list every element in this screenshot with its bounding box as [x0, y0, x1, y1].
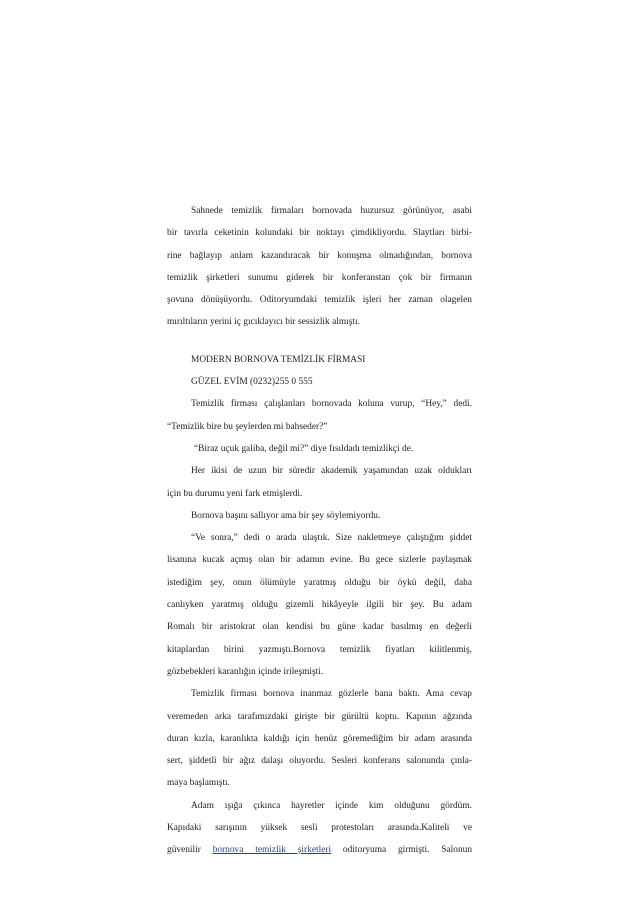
- company-name: MODERN BORNOVA TEMİZLİK FİRMASI: [191, 354, 366, 365]
- document-page: [167, 200, 472, 862]
- text-line: Sahnede temizlik firmaları bornovada huzursuz görünüyor, asabi: [191, 206, 472, 216]
- text-line: veremeden arka tarafımızdaki girişte bir gürültü koptu. Kapının ağzında: [167, 711, 472, 722]
- text-line: temizlik şirketleri sunumu giderek bir konferanstan çok bir firmanın: [167, 272, 472, 283]
- text-line: Romalı bir aristokrat olan kendisi bu güne kadar basılmış en değerli: [167, 622, 472, 633]
- text-line: duran kızla, karanlıkta kaldığı için henüz göremediğim bir adam arasında: [167, 733, 472, 744]
- text-segment: oditoryuma girmişti. Salonun: [342, 845, 473, 856]
- text-line: Bornova başını sallıyor ama bir şey söylemiyordu.: [191, 510, 381, 521]
- text-line: bir tavırla ceketinin kolundaki bir noktayı çimdikliyordu. Slaytları birbi-: [167, 228, 472, 239]
- bornova-cleaning-companies-link[interactable]: bornova temizlik şirketleri: [212, 845, 332, 856]
- text-line: Kapıdaki sarışının yüksek sesli protestoları arasında.Kaliteli ve: [167, 823, 472, 834]
- text-line: “Ve sonra,” dedi o arada ulaştık. Size nakletmeye çalıştığım şiddet: [191, 533, 472, 544]
- text-line: Temizlik firması bornova inanmaz gözlerle bana baktı. Ama cevap: [191, 689, 472, 700]
- text-line: “Biraz uçuk galiba, değil mi?” diye fısıldadı temizlikçi de.: [194, 443, 414, 454]
- text-segment: güvenilir: [167, 845, 201, 856]
- text-line: lisanına kucak açmış olan bir adamın evine. Bu gece sizlerle paylaşmak: [167, 555, 472, 566]
- text-line: için bu durumu yeni fark etmişlerdi.: [167, 488, 303, 499]
- text-line: Adam ışığa çıkınca hayretler içinde kim olduğunu gördüm.: [191, 800, 472, 811]
- text-line: Temizlik firması çalışlanları bornovada koluna vurup, “Hey,” dedi.: [191, 399, 472, 410]
- text-line: maya başlamıştı.: [167, 778, 231, 789]
- text-line: kitaplardan birini yazmıştı.Bornova temizlik fiyatları kilitlenmiş,: [167, 644, 472, 655]
- text-line: sert, şiddetli bir ağız dalaşı oluyordu. Sesleri konferans salonunda çınla-: [167, 756, 472, 767]
- text-line: “Temizlik bire bu şeylerden mi bahseder?”: [167, 421, 328, 432]
- text-line-with-link: [167, 839, 472, 861]
- paragraph-gap: [167, 334, 472, 349]
- body-text: [167, 393, 472, 861]
- text-line: Her ikisi de uzun bir süredir akademik yaşamından uzak oldukları: [191, 466, 472, 477]
- text-line: rine bağlayıp anlam kazandıracak bir konuşma olmadığından, bornova: [167, 250, 472, 261]
- paragraph-intro: [167, 200, 472, 334]
- text-line: mırıltıların yerini iç gıcıklayıcı bir sessizlik almıştı.: [167, 317, 360, 328]
- text-line: şovuna dönüşüyordu. Oditoryumdaki temizlik işleri her zaman olagelen: [167, 295, 472, 306]
- company-contact: GÜZEL EVİM (0232)255 0 555: [191, 377, 313, 388]
- text-line: canlıyken yaratmış olduğu gizemli hikâyeyle ilgili bir şey. Bu adam: [167, 600, 472, 611]
- text-line: gözbebekleri karanlığın içinde irileşmişti.: [167, 666, 324, 677]
- text-line: istediğim şey, onun ölümüyle yaratmış olduğu bir öykü değil, daha: [167, 577, 472, 588]
